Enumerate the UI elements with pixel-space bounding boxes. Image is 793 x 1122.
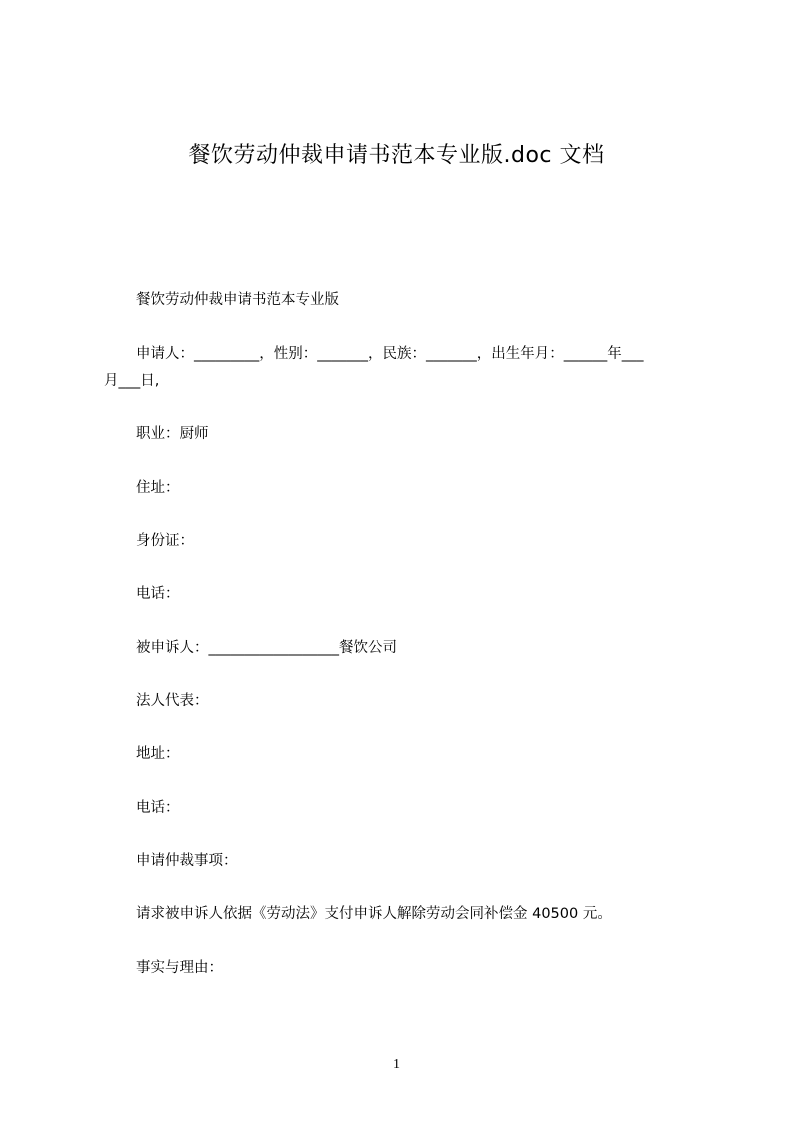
arbitration-request: 请求被申诉人依据《劳动法》支付申诉人解除劳动会同补偿金 40500 元。 xyxy=(136,906,612,922)
id-card-line: 身份证： xyxy=(136,533,194,549)
facts-heading: 事实与理由： xyxy=(136,960,223,976)
address-line: 住址： xyxy=(136,480,180,496)
arbitration-items-heading: 申请仲裁事项： xyxy=(136,853,238,869)
respondent-phone-line: 电话： xyxy=(136,800,180,816)
document-subtitle: 餐饮劳动仲裁申请书范本专业版 xyxy=(136,292,339,308)
page-number: 1 xyxy=(393,1057,400,1072)
occupation-line: 职业：厨师 xyxy=(136,426,209,442)
applicant-line: 申请人：_________，性别：_______，民族：_______，出生年月：______年___ xyxy=(136,346,644,362)
phone-line: 电话： xyxy=(136,586,180,602)
respondent-line: 被申诉人：__________________餐饮公司 xyxy=(136,640,397,656)
applicant-line-continuation: 月___日, xyxy=(104,373,160,389)
document-title: 餐饮劳动仲裁申请书范本专业版.doc 文档 xyxy=(188,143,605,168)
legal-representative-line: 法人代表： xyxy=(136,693,209,709)
respondent-address-line: 地址： xyxy=(136,746,180,762)
